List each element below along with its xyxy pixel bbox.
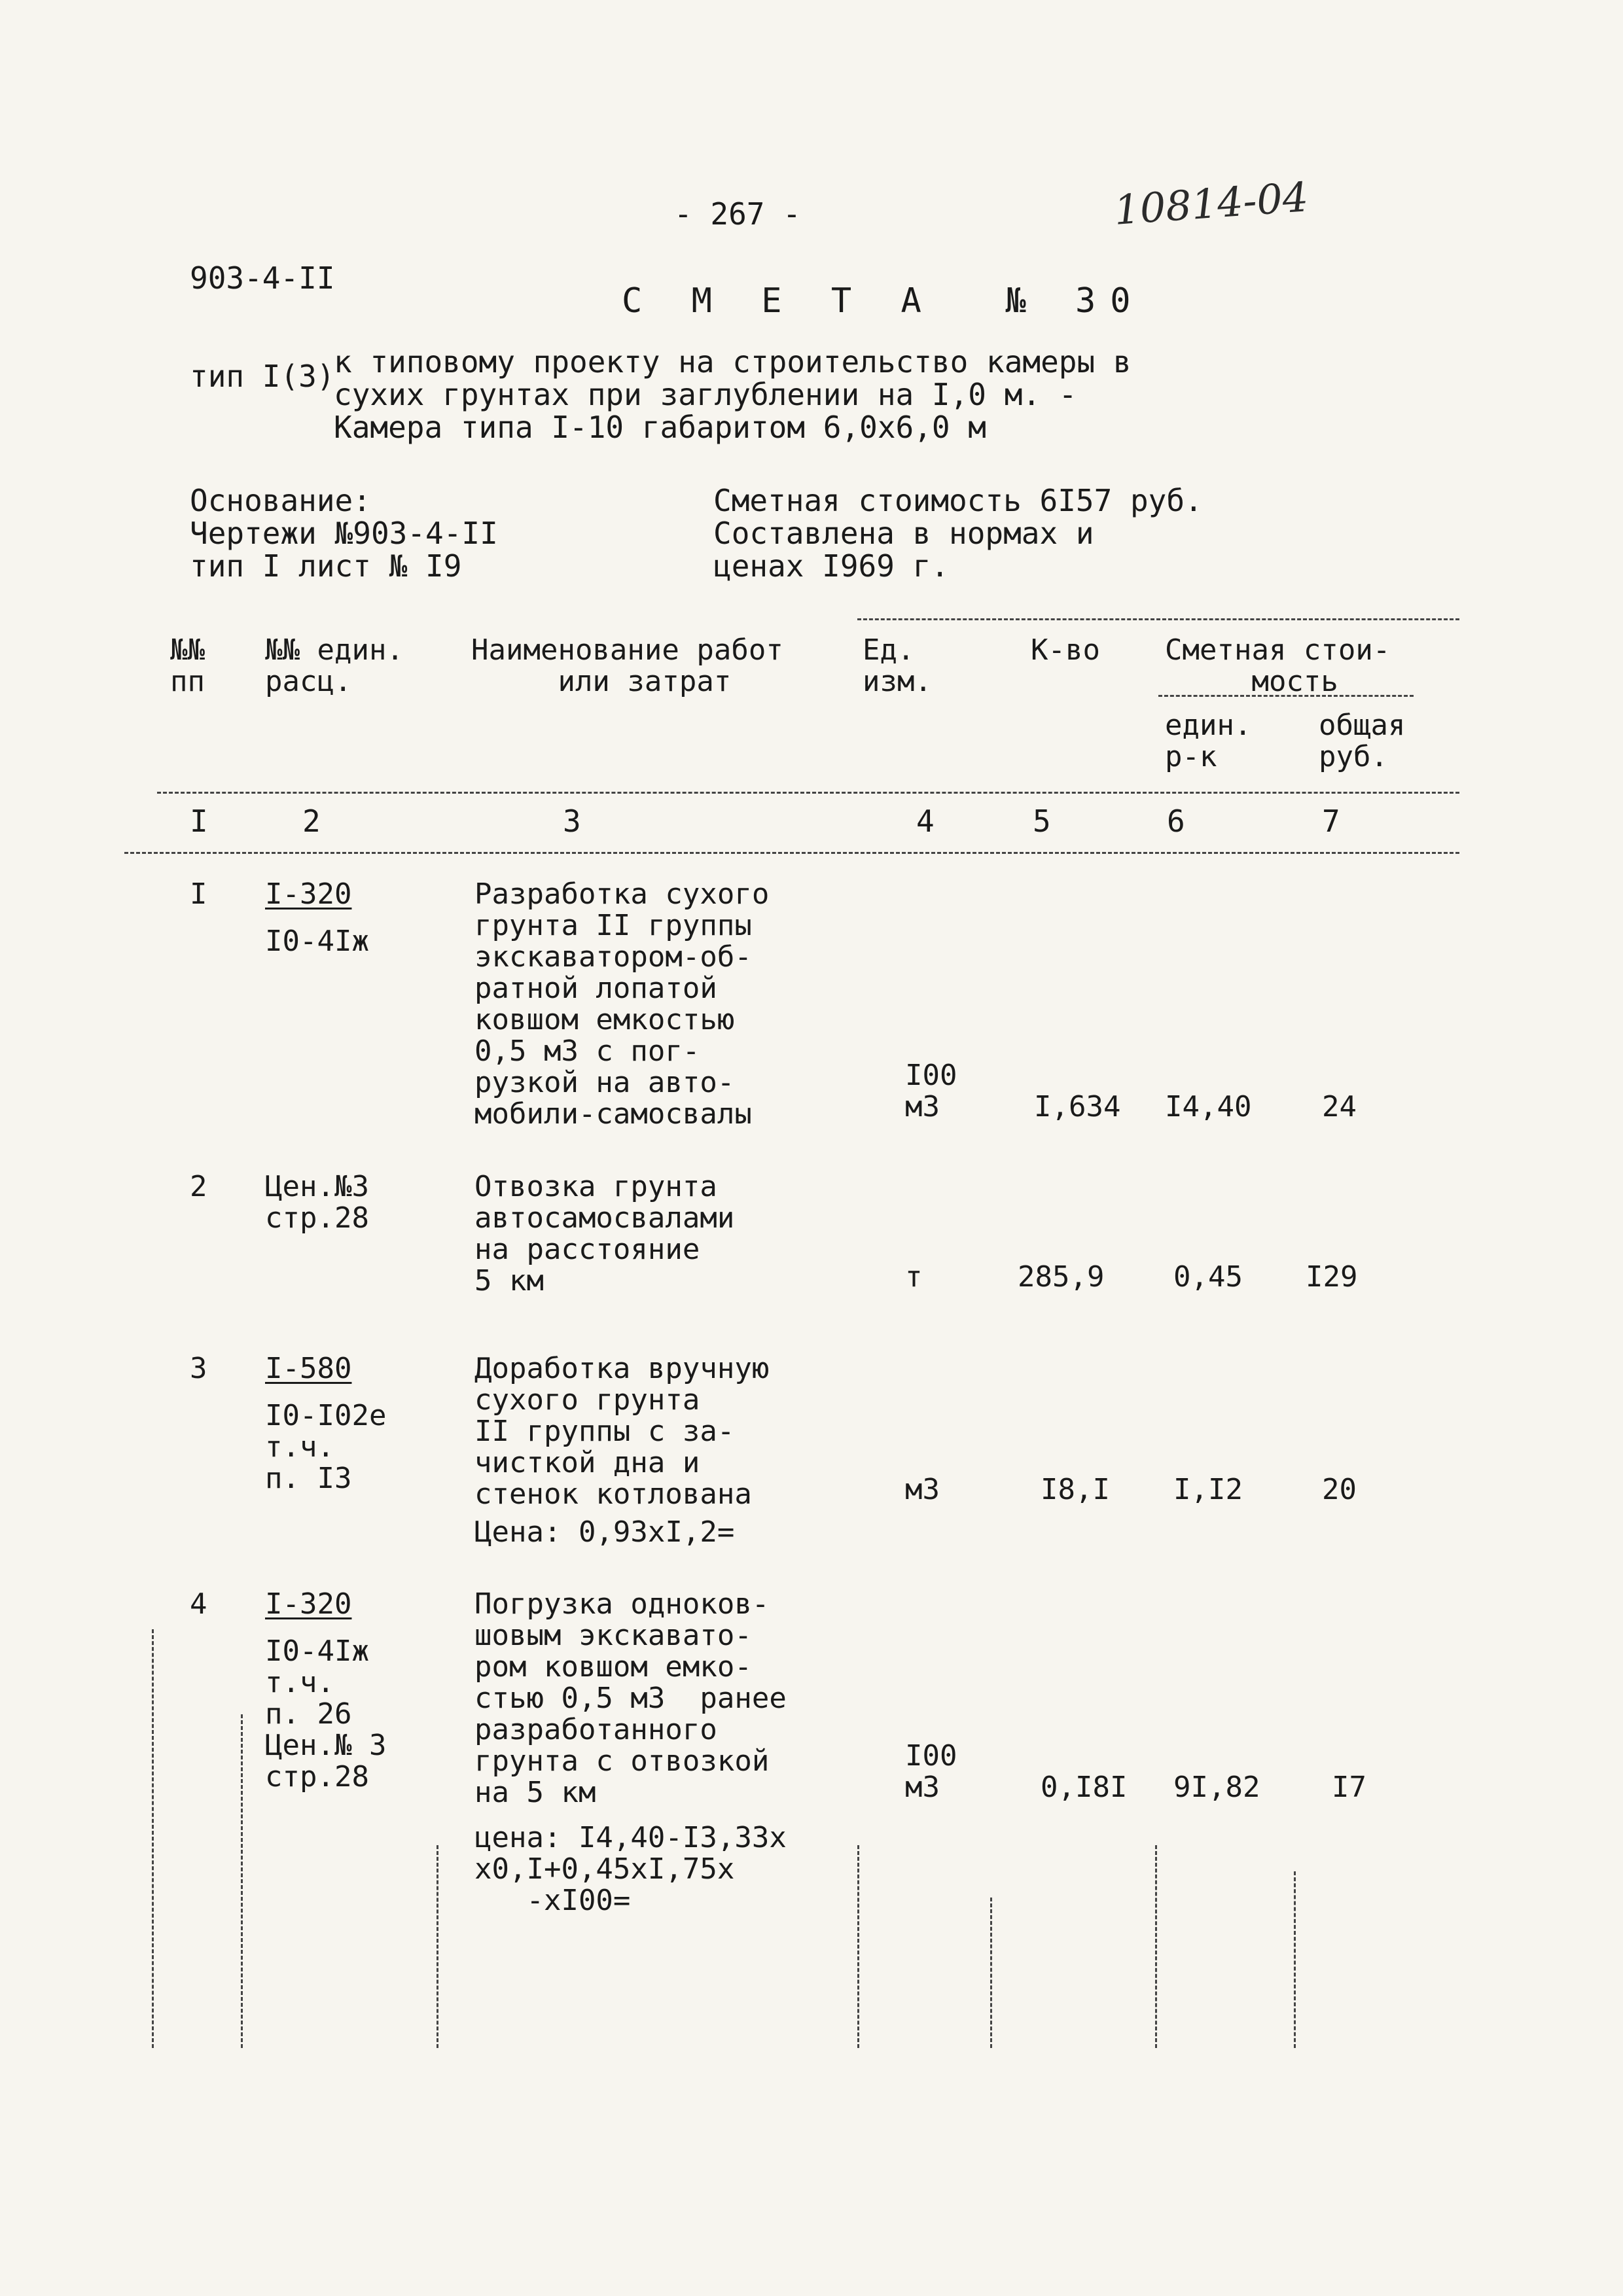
table-column-rule-5 — [990, 1898, 992, 2048]
header-work-name: Наименование работ или затрат — [471, 633, 783, 698]
handwritten-note: 10814-04 — [1113, 173, 1310, 234]
header-bottom-rule — [157, 792, 1459, 794]
basis-line2: Чертежи №903-4-II — [190, 516, 498, 551]
table-top-rule — [857, 618, 1459, 620]
row2-rate-code: Цен.№3 стр.28 — [265, 1170, 369, 1235]
row3-total: 20 — [1322, 1473, 1357, 1506]
row3-rate-code: I-580 — [265, 1352, 352, 1385]
row4-quantity: 0,I8I — [1041, 1771, 1128, 1804]
header-row-number: №№ пп — [170, 633, 205, 698]
table-column-rule-1 — [152, 1629, 154, 2048]
table-column-rule-7 — [1294, 1871, 1296, 2048]
row4-work-name: Погрузка одноков- шовым экскавато- ром ковшом емко- стью 0,5 м3 ранее разработанного грунта с отвозкой на 5 км — [474, 1587, 787, 1809]
cost-line1: Сметная стоимость 6I57 руб. — [713, 483, 1203, 518]
row3-number: 3 — [190, 1352, 207, 1385]
table-column-rule-2 — [241, 1714, 243, 2048]
row3-rate-code-sub: I0-I02е т.ч. п. I3 — [265, 1399, 387, 1495]
column-number-6: 6 — [1167, 804, 1185, 839]
basis-line3: тип I лист № I9 — [190, 548, 462, 584]
document-subtitle — [334, 345, 1250, 444]
table-column-rule-4 — [857, 1845, 859, 2048]
row4-unit-price: 9I,82 — [1173, 1771, 1260, 1804]
row1-rate-code-sub: I0-4Iж — [265, 925, 369, 958]
row2-unit-price: 0,45 — [1173, 1260, 1243, 1294]
row1-unit-price: I4,40 — [1165, 1090, 1252, 1123]
subtitle-line2: сухих грунтах при заглублении на I,0 м. - — [334, 377, 1077, 412]
row3-work-name: Доработка вручную сухого грунта II группы с за- чисткой дна и стенок котлована — [474, 1352, 770, 1511]
cost-block — [713, 484, 1302, 582]
row3-unit: м3 — [905, 1473, 940, 1506]
row2-work-name: Отвозка грунта автосамосвалами на расстояние 5 км — [474, 1170, 735, 1298]
header-rate-code: №№ един. расц. — [265, 633, 404, 698]
row4-rate-code-sub: I0-4Iж т.ч. п. 26 Цен.№ 3 стр.28 — [265, 1634, 387, 1793]
row4-price-note: цена: I4,40-I3,33х х0,I+0,45хI,75х -хI00= — [474, 1821, 787, 1917]
document-title: С М Е Т А № 30 — [622, 281, 1145, 321]
basis-line1: Основание: — [190, 483, 371, 518]
row2-quantity: 285,9 — [1018, 1260, 1105, 1294]
row1-quantity: I,634 — [1034, 1090, 1121, 1123]
column-number-1: I — [190, 804, 208, 839]
cost-line3: ценах I969 г. — [713, 548, 950, 584]
header-unit: Ед. изм. — [863, 633, 932, 698]
subtitle-line1: к типовому проекту на строительство камеры в — [334, 344, 1132, 380]
row3-unit-price: I,I2 — [1173, 1473, 1243, 1506]
column-number-5: 5 — [1033, 804, 1051, 839]
page-number: - 267 - — [674, 196, 801, 232]
row1-total: 24 — [1322, 1090, 1357, 1123]
column-number-rule — [124, 852, 1459, 854]
row2-total: I29 — [1306, 1260, 1358, 1294]
cost-line2: Составлена в нормах и — [713, 516, 1094, 551]
column-number-4: 4 — [916, 804, 935, 839]
row4-number: 4 — [190, 1587, 207, 1621]
column-number-3: 3 — [563, 804, 581, 839]
document-code-line1: 903-4-II — [190, 260, 335, 296]
header-total: общая руб. — [1319, 709, 1406, 773]
header-unit-price: един. р-к — [1165, 709, 1252, 773]
document-code-line2: тип I(3) — [190, 359, 335, 394]
row1-work-name: Разработка сухого грунта II группы экскаватором-об- ратной лопатой ковшом емкостью 0,5 м3 с пог- рузкой на авто- мобили-самосвалы — [474, 877, 770, 1131]
row2-number: 2 — [190, 1170, 207, 1203]
row4-total: I7 — [1332, 1771, 1366, 1804]
row1-number: I — [190, 877, 207, 911]
row4-unit: I00 м3 — [905, 1739, 957, 1804]
header-quantity: К-во — [1031, 633, 1100, 667]
basis-block — [190, 484, 582, 582]
row3-price-note: Цена: 0,93хI,2= — [474, 1515, 735, 1549]
row1-rate-code: I-320 — [265, 877, 352, 911]
row4-rate-code: I-320 — [265, 1587, 352, 1621]
row1-unit: I00 м3 — [905, 1059, 957, 1123]
table-column-rule-3 — [437, 1845, 438, 2048]
row2-unit: т — [905, 1260, 923, 1294]
column-number-2: 2 — [302, 804, 321, 839]
header-estimated-cost: Сметная стои- мость — [1165, 633, 1391, 698]
column-number-7: 7 — [1322, 804, 1340, 839]
row3-quantity: I8,I — [1041, 1473, 1110, 1506]
table-column-rule-6 — [1155, 1845, 1157, 2048]
subtitle-line3: Камера типа I-10 габаритом 6,0х6,0 м — [334, 410, 986, 445]
